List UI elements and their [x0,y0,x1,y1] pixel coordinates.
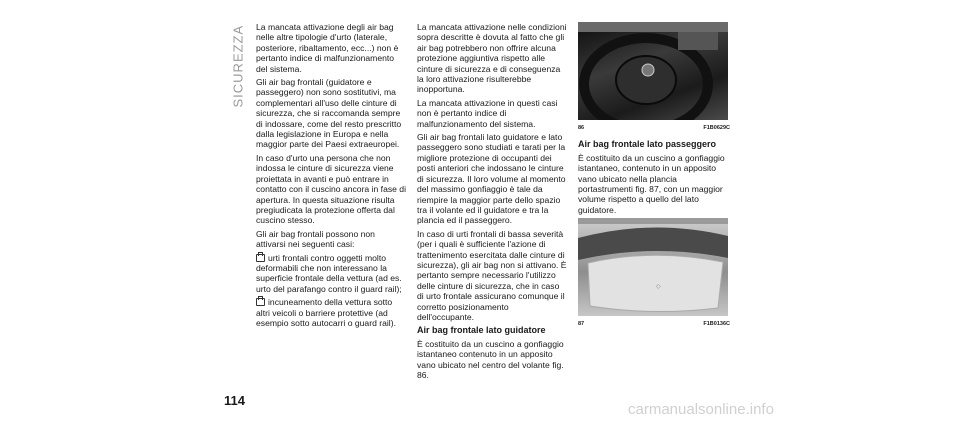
paragraph: La mancata attivazione degli air bag nelle altre tipologie d'urto (laterale, posteriore, ribaltamento, ecc...) non è pertanto indice di malfunzionamento del sistema. [256,22,399,74]
page-number: 114 [224,393,245,408]
figure-caption: 86 F1B0629C [578,125,730,131]
paragraph: Gli air bag frontali possono non attivarsi nei seguenti casi: [256,228,375,250]
text-column-2 [417,22,567,383]
paragraph: Gli air bag frontali (guidatore e passeggero) non sono sostitutivi, ma complementari all'uso delle cinture di sicurezza, che si raccomanda sempre di indossare, come del resto prescritto dalla legislazione in Europa e nella maggior parte dei Paesi extraeuropei. [256,77,402,150]
steering-wheel-airbag-photo [578,22,728,120]
paragraph: In caso d'urto una persona che non indossa le cinture di sicurezza viene proiettata in avanti e può entrare in contatto con il cuscino ancora in fase di apertura. In questa situazione risulta pregiudicata la protezione offerta dal cuscino stesso. [256,152,407,226]
bullet-icon [256,298,265,306]
section-heading: Air bag frontale lato guidatore [417,325,546,336]
dashboard-illustration [578,218,728,316]
bullet-item: incuneamento della vettura sotto altri veicoli o barriere protettive (ad esempio sotto autocarri o guard rail). [256,297,396,328]
text-column-3 [578,22,730,336]
section-tab [228,24,246,110]
text-column-1 [256,22,406,331]
paragraph: La mancata attivazione in questi casi non è pertanto indice di malfunzionamento del sistema. [417,97,558,129]
bullet-icon [256,254,265,262]
figure-caption: 87 F1B0136C [578,321,730,328]
section-heading: Air bag frontale lato passeggero [578,139,717,150]
steering-wheel-illustration [578,22,728,120]
paragraph: In caso di urti frontali di bassa severità (per i quali è sufficiente l'azione di trattenimento esercitata dalle cinture di sicurezza), gli air bag non si attivano. È pertanto sempre necessario l'utilizzo delle cinture di sicurezza, che in caso di urto frontale assicurano comunque il corretto posizionamento dell'occupante. [417,228,567,322]
airbag-mark-icon: ◇ [656,284,661,291]
passenger-airbag-photo [578,218,728,316]
watermark: carmanualsonline.info [628,401,774,418]
paragraph: Gli air bag frontali lato guidatore e lato passeggero sono studiati e tarati per la migliore protezione di occupanti dei posti anteriori che indossano le cinture di sicurezza. Il loro volume al momento del massimo gonfiaggio è tale da riempire la maggior parte dello spazio tra il volante ed il guidatore e tra la plancia ed il passeggero. [417,132,566,226]
paragraph: La mancata attivazione nelle condizioni sopra descritte è dovuta al fatto che gli air bag potrebbero non offrire alcuna protezione aggiuntiva rispetto alle cinture di sicurezza e di conseguenza la loro attivazione risulterebbe inopportuna. [417,22,567,95]
paragraph: È costituito da un cuscino a gonfiaggio istantaneo, contenuto in un apposito vano ubicato nella plancia portastrumenti fig. 87, con un maggior volume rispetto a quello del lato guidatore. [578,152,725,215]
paragraph: È costituito da un cuscino a gonfiaggio istantaneo contenuto in un apposito vano ubicato nel centro del volante fig. 86. [417,338,564,380]
section-label: SICUREZZA [230,24,246,108]
bullet-item: urti frontali contro oggetti molto deformabili che non interessano la superficie frontale della vettura (ad es. urto del parafango contro il guard rail); [256,252,402,294]
